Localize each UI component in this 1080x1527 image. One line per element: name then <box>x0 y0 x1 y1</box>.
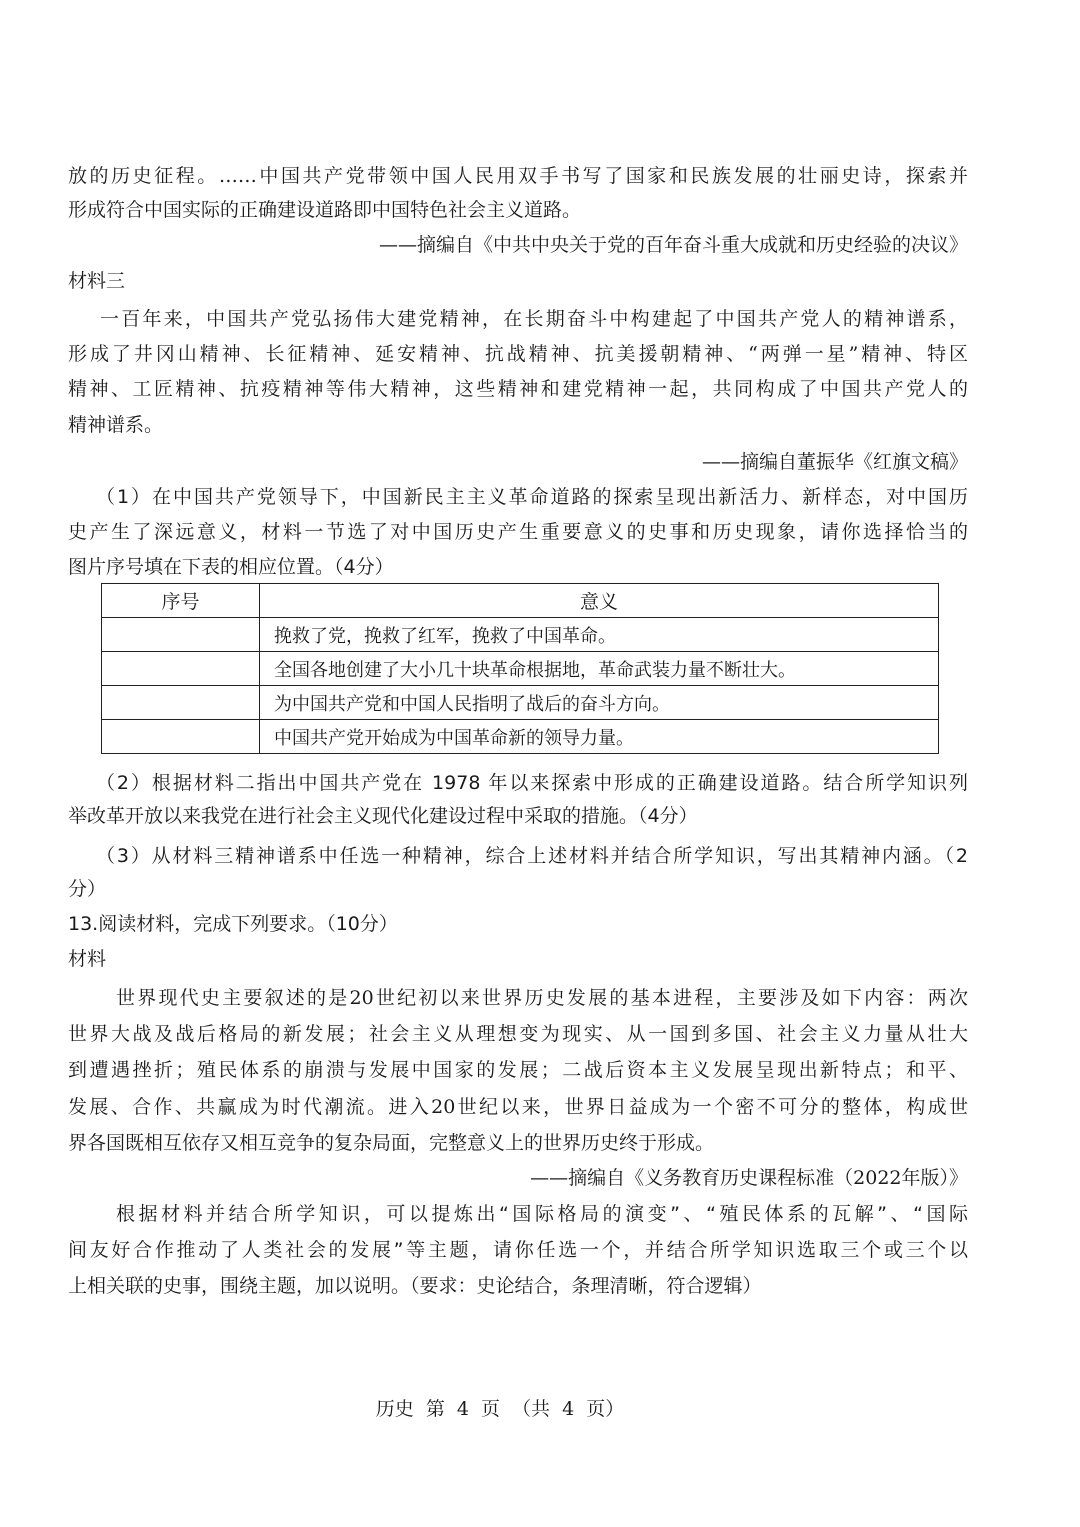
answer-cell-number[interactable] <box>102 686 260 720</box>
q13-prompt-line-3: 上相关联的史事，围绕主题，加以说明。（要求：史论结合，条理清晰，符合逻辑） <box>68 1275 762 1297</box>
answer-cell-meaning: 全国各地创建了大小几十块革命根据地，革命武装力量不断壮大。 <box>260 652 939 686</box>
q3-line-2: 分） <box>68 878 107 900</box>
page-footer: 历史 第 4 页 （共 4 页） <box>375 1398 625 1420</box>
material3-source: ——摘编自董振华《红旗文稿》 <box>701 451 968 473</box>
answer-cell-number[interactable] <box>102 652 260 686</box>
material3-line-3: 精神、工匠精神、抗疫精神等伟大精神，这些精神和建党精神一起，共同构成了中国共产党人的 <box>68 378 968 400</box>
material3-line-4: 精神谱系。 <box>68 414 164 436</box>
q2-line-2: 举改革开放以来我党在进行社会主义现代化建设过程中采取的措施。（4分） <box>68 805 698 827</box>
q1-line-3: 图片序号填在下表的相应位置。（4分） <box>68 556 394 578</box>
q13-material-line-3: 到遭遇挫折；殖民体系的崩溃与发展中国家的发展；二战后资本主义发展呈现出新特点；和平、 <box>68 1059 968 1081</box>
q2-line-1: （2）根据材料二指出中国共产党在 1978 年以来探索中形成的正确建设道路。结合所学知识列 <box>96 772 968 794</box>
q13-material-line-2: 世界大战及战后格局的新发展；社会主义从理想变为现实、从一国到多国、社会主义力量从壮大 <box>68 1023 968 1045</box>
table-row <box>102 720 939 754</box>
table-row <box>102 652 939 686</box>
material3-line-1: 一百年来，中国共产党弘扬伟大建党精神，在长期奋斗中构建起了中国共产党人的精神谱系， <box>100 308 968 330</box>
answer-cell-meaning: 中国共产党开始成为中国革命新的领导力量。 <box>260 720 939 754</box>
table-row <box>102 686 939 720</box>
table-row <box>102 618 939 652</box>
q13-prompt-line-2: 间友好合作推动了人类社会的发展”等主题，请你任选一个，并结合所学知识选取三个或三个以 <box>68 1239 968 1261</box>
material3-heading: 材料三 <box>68 270 126 292</box>
q13-prompt-line-1: 根据材料并结合所学知识，可以提炼出“国际格局的演变”、“殖民体系的瓦解”、“国际 <box>116 1203 968 1225</box>
material3-line-2: 形成了井冈山精神、长征精神、延安精神、抗战精神、抗美援朝精神、“两弹一星”精神、特区 <box>68 343 968 365</box>
table-header-number: 序号 <box>102 584 260 618</box>
q13-material-heading: 材料 <box>68 948 107 970</box>
material2-line-2: 形成符合中国实际的正确建设道路即中国特色社会主义道路。 <box>68 199 582 221</box>
answer-table <box>101 583 939 754</box>
q1-line-2: 史产生了深远意义，材料一节选了对中国历史产生重要意义的史事和历史现象，请你选择恰当的 <box>68 521 968 543</box>
material2-line-1: 放的历史征程。……中国共产党带领中国人民用双手书写了国家和民族发展的壮丽史诗，探索并 <box>68 165 968 187</box>
material2-source: ——摘编自《中共中央关于党的百年奋斗重大成就和历史经验的决议》 <box>378 234 968 256</box>
answer-cell-number[interactable] <box>102 618 260 652</box>
q3-line-1: （3）从材料三精神谱系中任选一种精神，综合上述材料并结合所学知识，写出其精神内涵。（2 <box>96 845 968 867</box>
q13-material-line-4: 发展、合作、共赢成为时代潮流。进入20世纪以来，世界日益成为一个密不可分的整体，构成世 <box>68 1096 968 1118</box>
q13-title: 13.阅读材料，完成下列要求。（10分） <box>68 913 398 935</box>
q13-material-line-5: 界各国既相互依存又相互竞争的复杂局面，完整意义上的世界历史终于形成。 <box>68 1132 715 1154</box>
q1-line-1: （1）在中国共产党领导下，中国新民主主义革命道路的探索呈现出新活力、新样态，对中国历 <box>96 486 968 508</box>
answer-cell-number[interactable] <box>102 720 260 754</box>
q13-material-line-1: 世界现代史主要叙述的是20世纪初以来世界历史发展的基本进程，主要涉及如下内容：两次 <box>116 987 968 1009</box>
answer-cell-meaning: 挽救了党，挽救了红军，挽救了中国革命。 <box>260 618 939 652</box>
q13-material-source: ——摘编自《义务教育历史课程标准（2022年版）》 <box>530 1167 968 1189</box>
answer-cell-meaning: 为中国共产党和中国人民指明了战后的奋斗方向。 <box>260 686 939 720</box>
table-header-meaning: 意义 <box>260 584 939 618</box>
